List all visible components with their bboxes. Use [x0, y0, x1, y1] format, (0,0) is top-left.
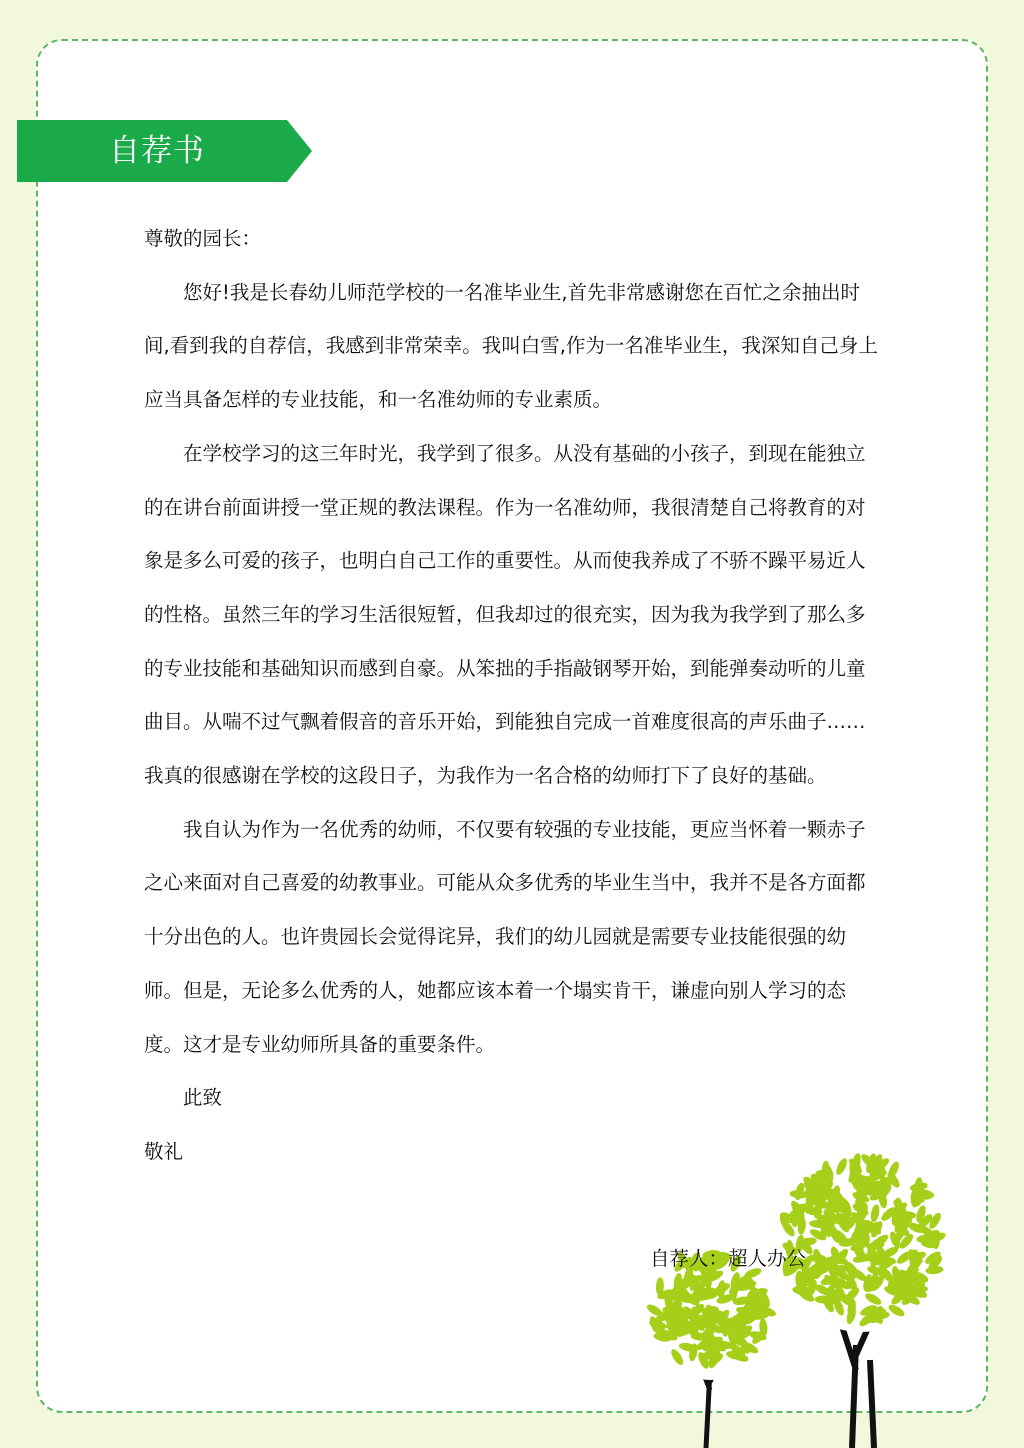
paragraph-self-view: 我自认为作为一名优秀的幼师，不仅要有较强的专业技能，更应当怀着一颗赤子之心来面对自己喜爱的幼教事业。可能从众多优秀的毕业生当中，我并不是各方面都十分出色的人。也许贵园长会觉得诧异，我们的幼儿园就是需要专业技能很强的幼师。但是，无论多么优秀的人，她都应该本着一个塌实肯干，谦虚向别人学习的态度。这才是专业幼师所具备的重要条件。 [144, 817, 866, 1056]
big-tree [770, 1150, 954, 1448]
page-title: 自荐书 [109, 133, 205, 169]
paragraph-study: 在学校学习的这三年时光，我学到了很多。从没有基础的小孩子，到现在能独立的在讲台前面讲授一堂正规的教法课程。作为一名准幼师，我很清楚自己将教育的对象是多么可爱的孩子，也明白自己工作的重要性。从而使我养成了不骄不躁平易近人的性格。虽然三年的学习生活很短暂，但我却过的很充实，因为我为我学到了那么多的专业技能和基础知识而感到自豪。从笨拙的手指敲钢琴开始，到能弹奏动听的儿童曲目。从喘不过气飘着假音的音乐开始，到能独自完成一首难度很高的声乐曲子……我真的很感谢在学校的这段日子，为我作为一名合格的幼师打下了良好的基础。 [144, 441, 866, 788]
tree-illustration [630, 1150, 970, 1448]
signature: 自荐人：超人办公 [650, 1247, 807, 1270]
paragraph-intro: 您好!我是长春幼儿师范学校的一名准毕业生,首先非常感谢您在百忙之余抽出时间,看到我的自荐信，我感到非常荣幸。我叫白雪,作为一名准毕业生，我深知自己身上应当具备怎样的专业技能，和一名准幼师的专业素质。 [144, 280, 878, 412]
closing: 此致 [183, 1086, 223, 1110]
leaf-shape [871, 1182, 879, 1200]
greeting: 尊敬的园长： [144, 227, 262, 250]
title-banner [17, 120, 312, 182]
letter-body [144, 212, 884, 1179]
salute: 敬礼 [144, 1139, 184, 1163]
